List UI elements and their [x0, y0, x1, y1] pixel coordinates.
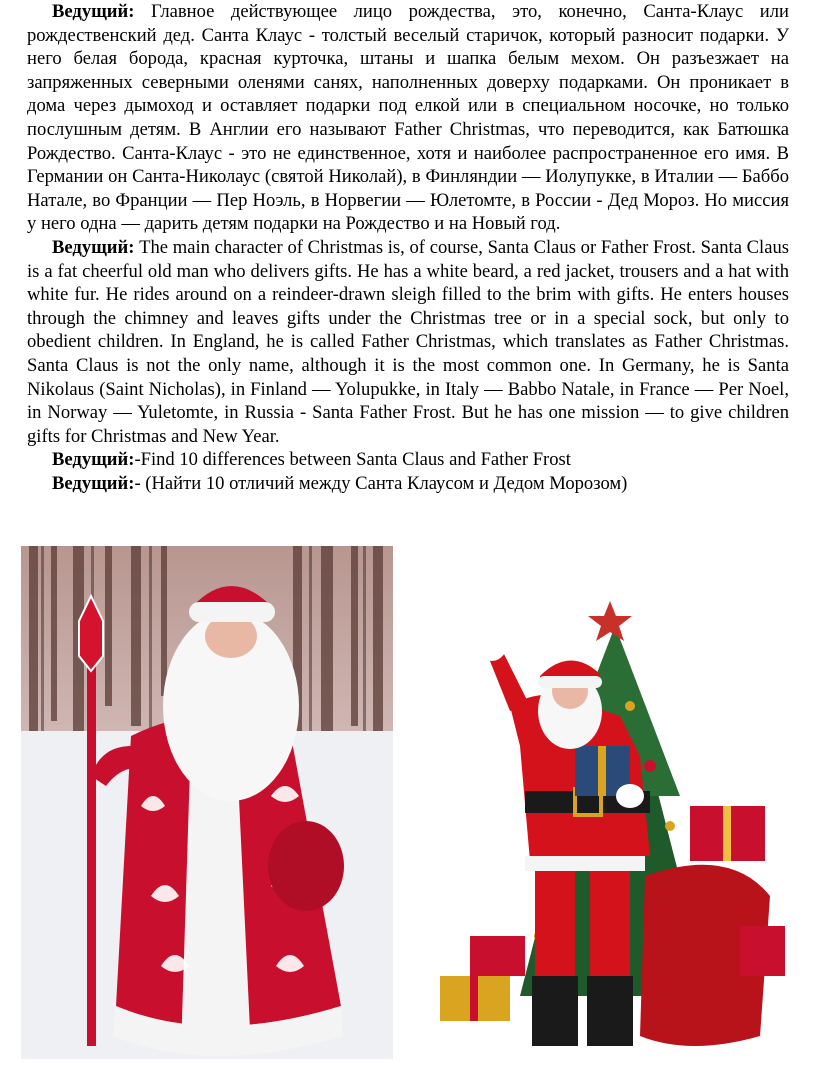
paragraph-text: Главное действующее лицо рождества, это, конечно, Санта-Клаус или рождественский дед. Санта Клаус - толстый веселый старичок, который разносит подарки. У него белая борода, красная курточка, штаны и шапка белым мехом. Он разъезжает на запряженных северными оленями санях, наполненных доверху подарками. Он проникает в дома через дымоход и оставляет подарки под елкой или в специальном носочке, но только послушным детям. В Англии его называют Father Christmas, что переводится, как Батюшка Рождество. Санта-Клаус - это не единственное, хотя и наиболее распространенное его имя. В Германии он Санта-Николаус (святой Николай), в Финляндии — Иолупукке, в Италии — Баббо Натале, во Франции — Пер Ноэль, в Норвегии — Юлетомте, в России - Дед Мороз. Но миссия у него одна — дарить детям подарки на Рождество и на Новый год. — [27, 1, 789, 235]
paragraph-russian-intro — [27, 0, 789, 236]
speaker-label: Ведущий: — [52, 472, 135, 494]
speaker-label: Ведущий: — [52, 236, 135, 258]
paragraph-text: -Find 10 differences between Santa Claus and Father Frost — [134, 449, 571, 471]
speaker-label: Ведущий: — [52, 1, 135, 22]
paragraph-task-russian — [27, 472, 789, 496]
document-text — [27, 0, 789, 495]
paragraph-text: The main character of Christmas is, of course, Santa Claus or Father Frost. Santa Claus is a fat cheerful old man who delivers gifts. He has a white beard, a red jacket, trousers and a hat with white fur. He rides around on a reindeer-drawn sleigh filled to the brim with gifts. He enters houses through the chimney and leaves gifts under the Christmas tree or in a special sock, but only to obedient children. In England, he is called Father Christmas, which translates as Father Christmas. Santa Claus is not the only name, although it is the most common one. In Germany, he is Santa Nikolaus (Saint Nicholas), in Finland — Yolupukke, in Italy — Babbo Natale, in France — Per Noel, in Norway — Yuletomte, in Russia - Santa Father Frost. But he has one mission — to give children gifts for Christmas and New Year. — [27, 236, 789, 447]
santa-claus-photo — [440, 596, 790, 1058]
paragraph-english-intro — [27, 236, 789, 448]
speaker-label: Ведущий: — [52, 449, 135, 471]
father-frost-photo — [21, 546, 393, 1059]
paragraph-task-english — [27, 448, 789, 472]
paragraph-text: - (Найти 10 отличий между Санта Клаусом и Дедом Морозом) — [134, 472, 628, 494]
